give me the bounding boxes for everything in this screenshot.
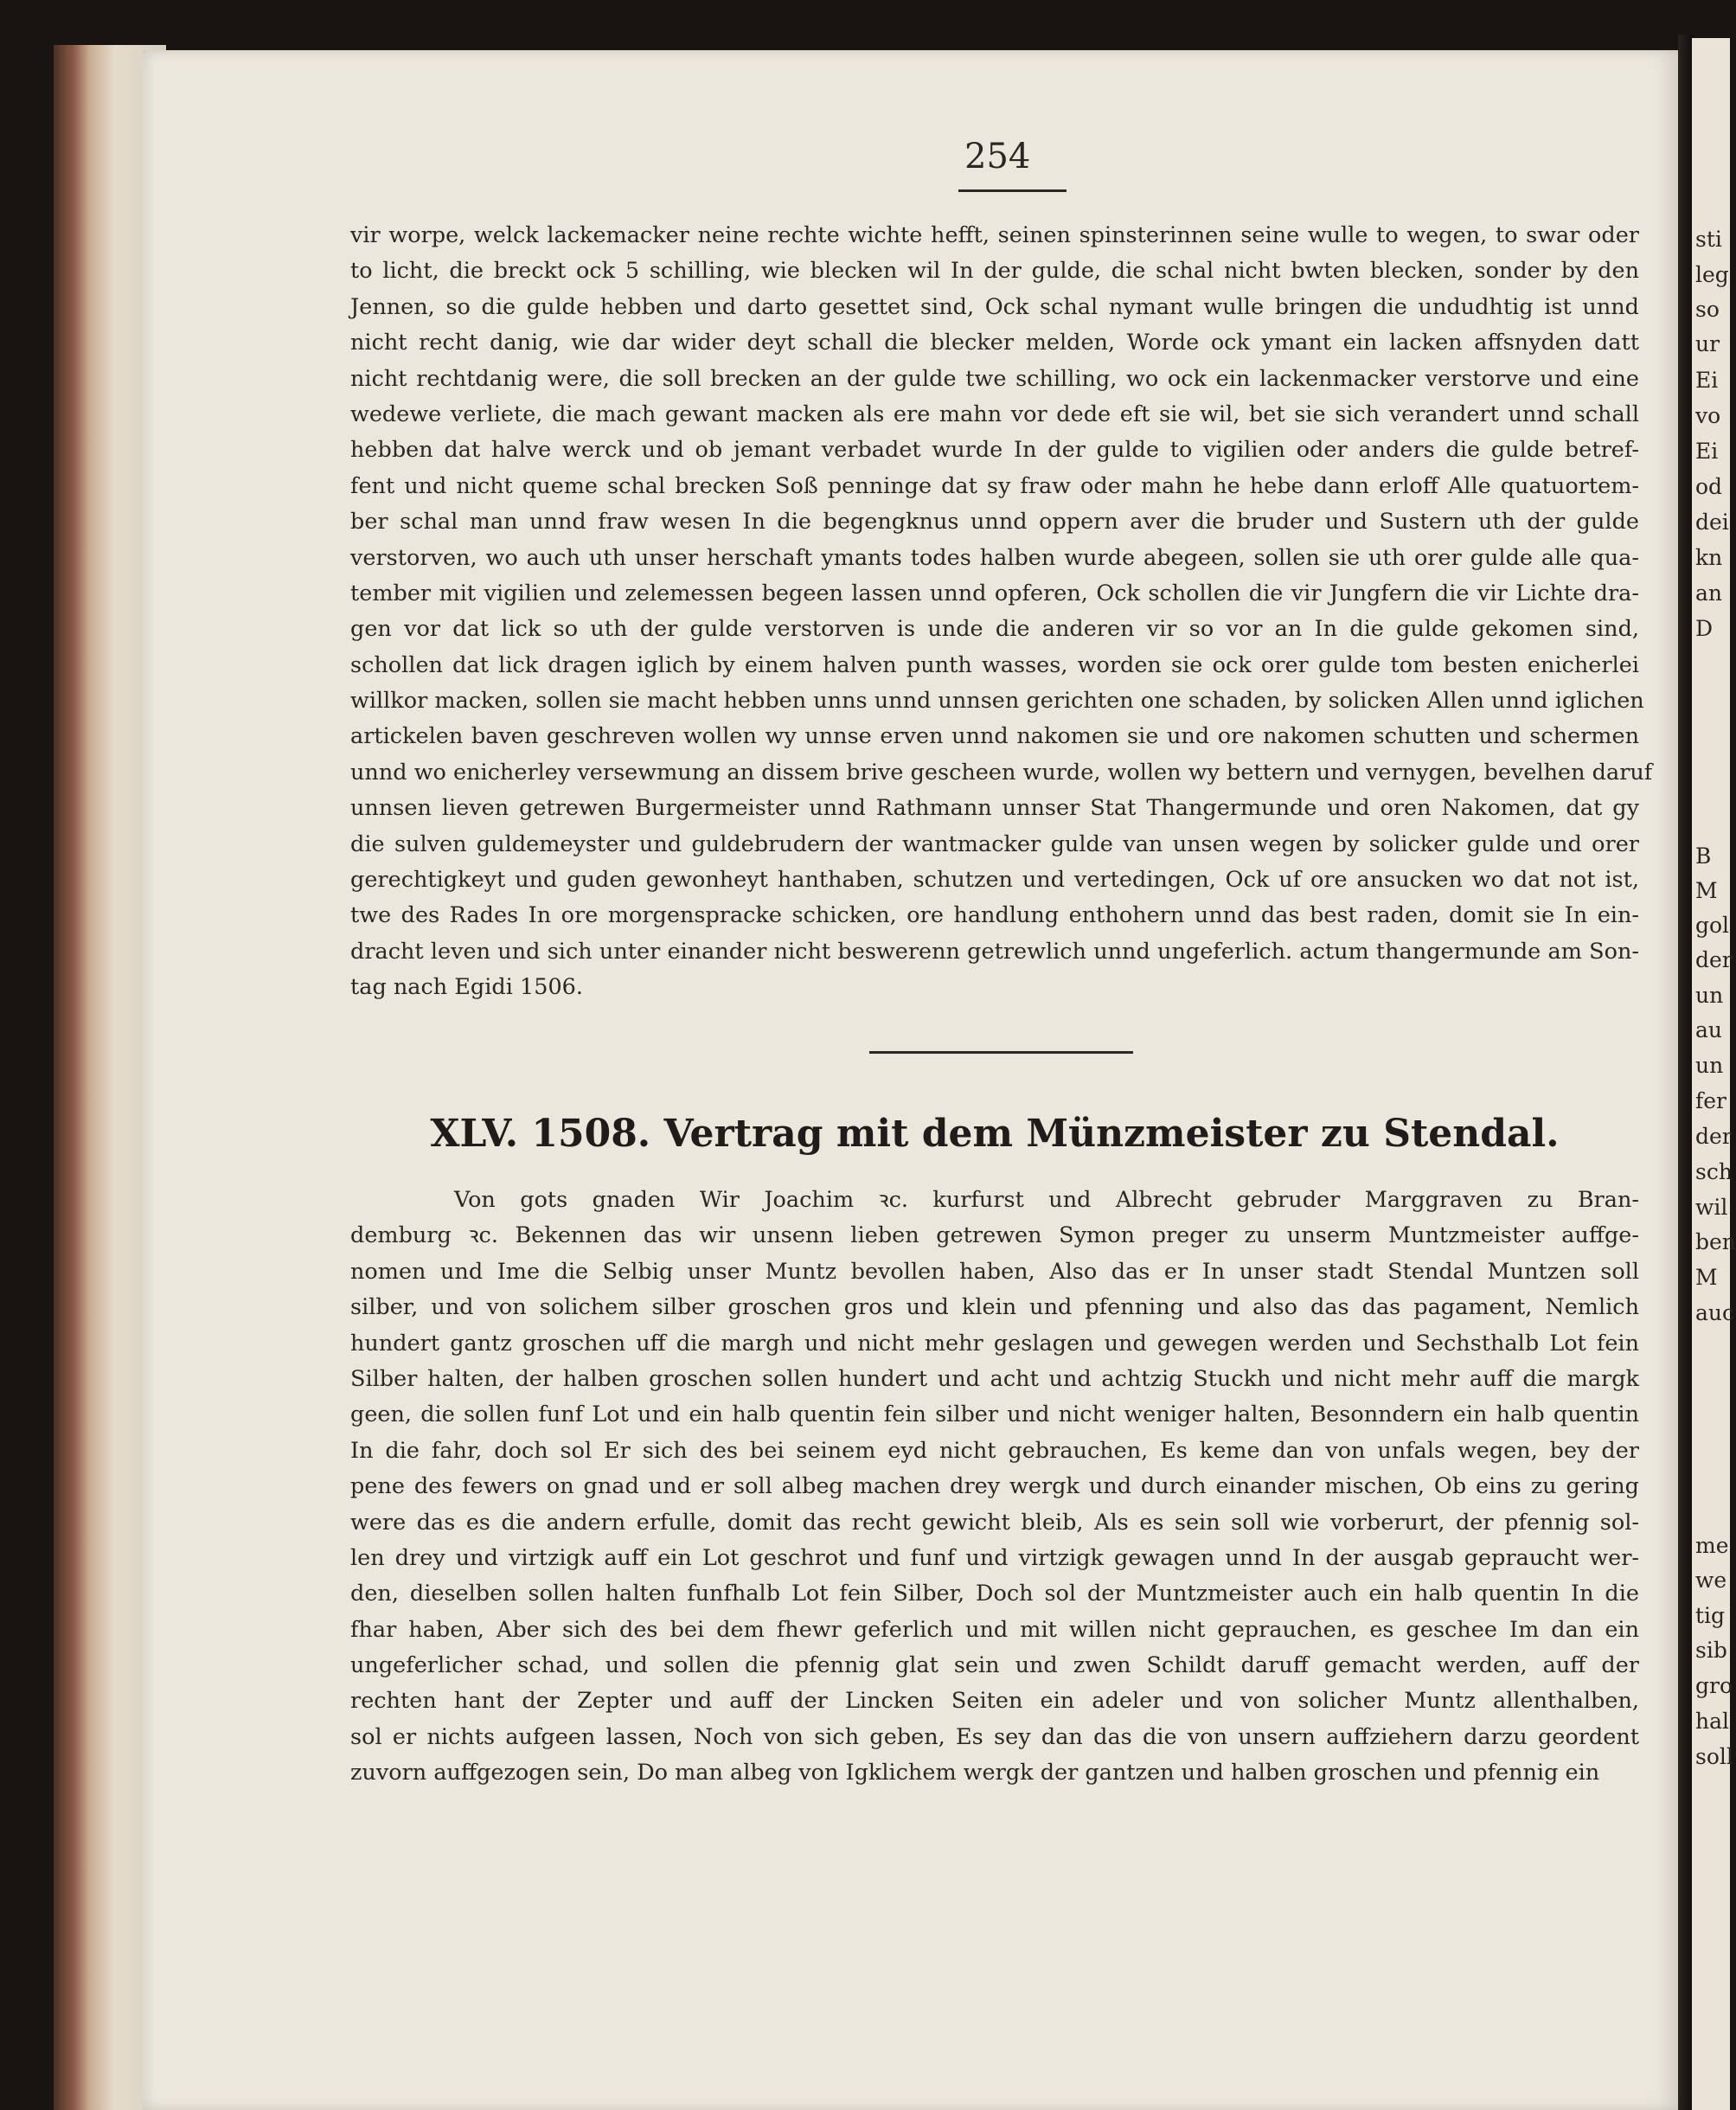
text-line: hebben dat halve werck und ob jemant verbadet wurde In der gulde to vigilien oder anders die gulde betref- bbox=[350, 437, 1639, 464]
next-page-fragment: au bbox=[1695, 1017, 1723, 1042]
next-page-fragment: der bbox=[1695, 947, 1733, 972]
next-page-strip bbox=[1692, 38, 1736, 2110]
page-number-rule bbox=[958, 189, 1067, 192]
next-page-fragment: Ei bbox=[1695, 439, 1719, 464]
text-line: pene des fewers on gnad und er soll albeg machen drey wergk und durch einander mischen, Ob eins zu gering bbox=[350, 1473, 1639, 1500]
text-line: artickelen baven geschreven wollen wy unnse erven unnd nakomen sie und ore nakomen schutten und schermen bbox=[350, 723, 1639, 750]
page-number: 254 bbox=[964, 137, 1031, 176]
text-line: fent und nicht queme schal brecken Soß penninge dat sy fraw oder mahn he hebe dann erloff Alle quatuortem- bbox=[350, 472, 1639, 499]
text-line: len drey und virtzigk auff ein Lot geschrot und funf und virtzigk gewagen unnd In der ausgab gepraucht wer- bbox=[350, 1544, 1639, 1571]
next-page-fragment: sch bbox=[1695, 1159, 1733, 1184]
text-line: hundert gantz groschen uff die margh und nicht mehr geslagen und gewegen werden und Sechsthalb Lot fein bbox=[350, 1330, 1639, 1356]
next-page-fragment: an bbox=[1695, 580, 1723, 606]
next-page-fragment: ur bbox=[1695, 331, 1720, 356]
section-text-lower bbox=[350, 1183, 1639, 1792]
section-separator bbox=[869, 1051, 1133, 1054]
next-page-fragment: M bbox=[1695, 878, 1718, 903]
next-page-fragment: ben bbox=[1695, 1229, 1736, 1254]
text-line: Von gots gnaden Wir Joachim ꝛc. kurfurst und Albrecht gebruder Marggraven zu Bran- bbox=[454, 1187, 1639, 1213]
text-line: nicht recht danig, wie dar wider deyt schall die blecker melden, Worde ock ymant ein lacken affsnyden datt bbox=[350, 330, 1639, 356]
text-line: nomen und Ime die Selbig unser Muntz bevollen haben, Also das er In unser stadt Stendal Muntzen soll bbox=[350, 1258, 1639, 1285]
next-page-fragment: dei bbox=[1695, 510, 1729, 535]
text-line: fhar haben, Aber sich des bei dem fhewr geferlich und mit willen nicht geprauchen, es geschee Im dan ein bbox=[350, 1616, 1639, 1643]
text-line: tag nach Egidi 1506. bbox=[350, 974, 583, 1001]
text-line: nicht rechtdanig were, die soll brecken an der gulde twe schilling, wo ock ein lackenmacker verstorve und eine bbox=[350, 365, 1639, 392]
text-line: willkor macken, sollen sie macht hebben unns unnd unnsen gerichten one schaden, by solicken Allen unnd iglichen bbox=[350, 688, 1644, 715]
next-page-fragment: sib bbox=[1695, 1638, 1727, 1663]
next-page-fragment: gol bbox=[1695, 913, 1730, 938]
next-page-fragment: od bbox=[1695, 474, 1723, 499]
text-line: ungeferlicher schad, und sollen die pfennig glat sein und zwen Schildt daruff gemacht werden, auff der bbox=[350, 1652, 1639, 1679]
text-line: Jennen, so die gulde hebben und darto gesettet sind, Ock schal nymant wulle bringen die undudhtig ist unnd bbox=[350, 293, 1639, 320]
next-page-fragment: hal bbox=[1695, 1709, 1730, 1734]
text-line: In die fahr, doch sol Er sich des bei seinem eyd nicht gebrauchen, Es keme dan von unfals wegen, bey der bbox=[350, 1437, 1639, 1464]
next-page-fragment: gro bbox=[1695, 1673, 1733, 1698]
text-line: ber schal man unnd fraw wesen In die begengknus unnd oppern aver die bruder und Sustern uth der gulde bbox=[350, 509, 1639, 536]
text-line: twe des Rades In ore morgenspracke schicken, ore handlung enthohern unnd das best raden, domit sie In ein- bbox=[350, 902, 1639, 929]
next-page-fragment: so bbox=[1695, 297, 1720, 322]
text-line: dracht leven und sich unter einander nicht beswerenn getrewlich unnd ungeferlich. actum thangermunde am Son- bbox=[350, 938, 1639, 965]
text-line: Silber halten, der halben groschen sollen hundert und acht und achtzig Stuckh und nicht mehr auff die margk bbox=[350, 1365, 1639, 1392]
next-page-fragment: tig bbox=[1695, 1603, 1726, 1628]
next-page-fragment: vo bbox=[1695, 403, 1721, 428]
next-page-fragment: un bbox=[1695, 1053, 1724, 1078]
next-page-fragment: fer bbox=[1695, 1088, 1726, 1113]
text-line: verstorven, wo auch uth unser herschaft ymants todes halben wurde abegeen, sollen sie uth orer gulde alle qua- bbox=[350, 544, 1639, 571]
text-line: tember mit vigilien und zelemessen begeen lassen unnd opferen, Ock schollen die vir Jungfern die vir Lichte dra- bbox=[350, 580, 1639, 606]
next-page-fragment: D bbox=[1695, 616, 1714, 641]
next-page-fragment: leg bbox=[1695, 262, 1729, 287]
text-line: demburg ꝛc. Bekennen das wir unsenn lieben getrewen Symon preger zu unserm Muntzmeister auffge- bbox=[350, 1222, 1639, 1249]
text-line: silber, und von solichem silber groschen gros und klein und pfenning und also das das pagament, Nemlich bbox=[350, 1294, 1639, 1321]
text-line: gen vor dat lick so uth der gulde verstorven is unde die anderen vir so vor an In die gulde gekomen sind, bbox=[350, 616, 1639, 643]
text-line: rechten hant der Zepter und auff der Lincken Seiten ein adeler und von solicher Muntz allenthalben, bbox=[350, 1688, 1639, 1715]
text-line: were das es die andern erfulle, domit das recht gewicht bleib, Als es sein soll wie vorberurt, der pfennig sol- bbox=[350, 1509, 1639, 1536]
next-page-fragment: Ei bbox=[1695, 368, 1719, 393]
next-page-fragment: der bbox=[1695, 1124, 1733, 1149]
next-page-fragment: me bbox=[1695, 1533, 1729, 1558]
next-page-fragment: we bbox=[1695, 1568, 1727, 1593]
next-page-fragment: soll bbox=[1695, 1744, 1733, 1769]
text-line: gerechtigkeyt und guden gewonheyt hanthaben, schutzen und vertedingen, Ock uf ore ansucken wo dat not ist, bbox=[350, 867, 1639, 894]
text-line: geen, die sollen funf Lot und ein halb quentin fein silber und nicht weniger halten, Besonndern ein halb quentin bbox=[350, 1401, 1639, 1428]
text-line: zuvorn auffgezogen sein, Do man albeg von Igklichem wergk der gantzen und halben groschen und pfennig ein bbox=[350, 1760, 1600, 1786]
text-line: sol er nichts aufgeen lassen, Noch von sich geben, Es sey dan das die von unsern auffziehern darzu geordent bbox=[350, 1723, 1639, 1750]
next-page-fragment: sti bbox=[1695, 227, 1722, 252]
next-page-fragment: un bbox=[1695, 983, 1724, 1008]
section-heading: XLV. 1508. Vertrag mit dem Münzmeister zu Stendal. bbox=[430, 1112, 1560, 1156]
text-line: unnd wo enicherley versewmung an dissem brive gescheen wurde, wollen wy bettern und vernygen, bevelhen daruf bbox=[350, 759, 1653, 786]
text-line: wedewe verliete, die mach gewant macken als ere mahn vor dede eft sie wil, bet sie sich verandert unnd schall bbox=[350, 401, 1639, 427]
section-text-upper bbox=[350, 218, 1653, 1006]
next-page-fragment: kn bbox=[1695, 545, 1723, 570]
text-line: schollen dat lick dragen iglich by einem halven punth wasses, worden sie ock orer gulde tom besten enicherlei bbox=[350, 651, 1639, 678]
text-line: to licht, die breckt ock 5 schilling, wie blecken wil In der gulde, die schal nicht bwten blecken, sonder by den bbox=[350, 258, 1639, 285]
next-page-fragment: wil bbox=[1695, 1195, 1728, 1220]
next-page-fragment: B bbox=[1695, 843, 1712, 869]
next-page-fragment: M bbox=[1695, 1265, 1718, 1290]
text-line: die sulven guldemeyster und guldebrudern der wantmacker gulde van unsen wegen by solicker gulde und orer bbox=[350, 831, 1639, 857]
text-line: unnsen lieven getrewen Burgermeister unnd Rathmann unnser Stat Thangermunde und oren Nakomen, dat gy bbox=[350, 795, 1639, 822]
text-line: den, dieselben sollen halten funfhalb Lot fein Silber, Doch sol der Muntzmeister auch ein halb quentin In die bbox=[350, 1581, 1639, 1607]
text-line: vir worpe, welck lackemacker neine rechte wichte hefft, seinen spinsterinnen seine wulle to wegen, to swar oder bbox=[350, 222, 1639, 248]
next-page-fragment: auc bbox=[1695, 1300, 1735, 1325]
